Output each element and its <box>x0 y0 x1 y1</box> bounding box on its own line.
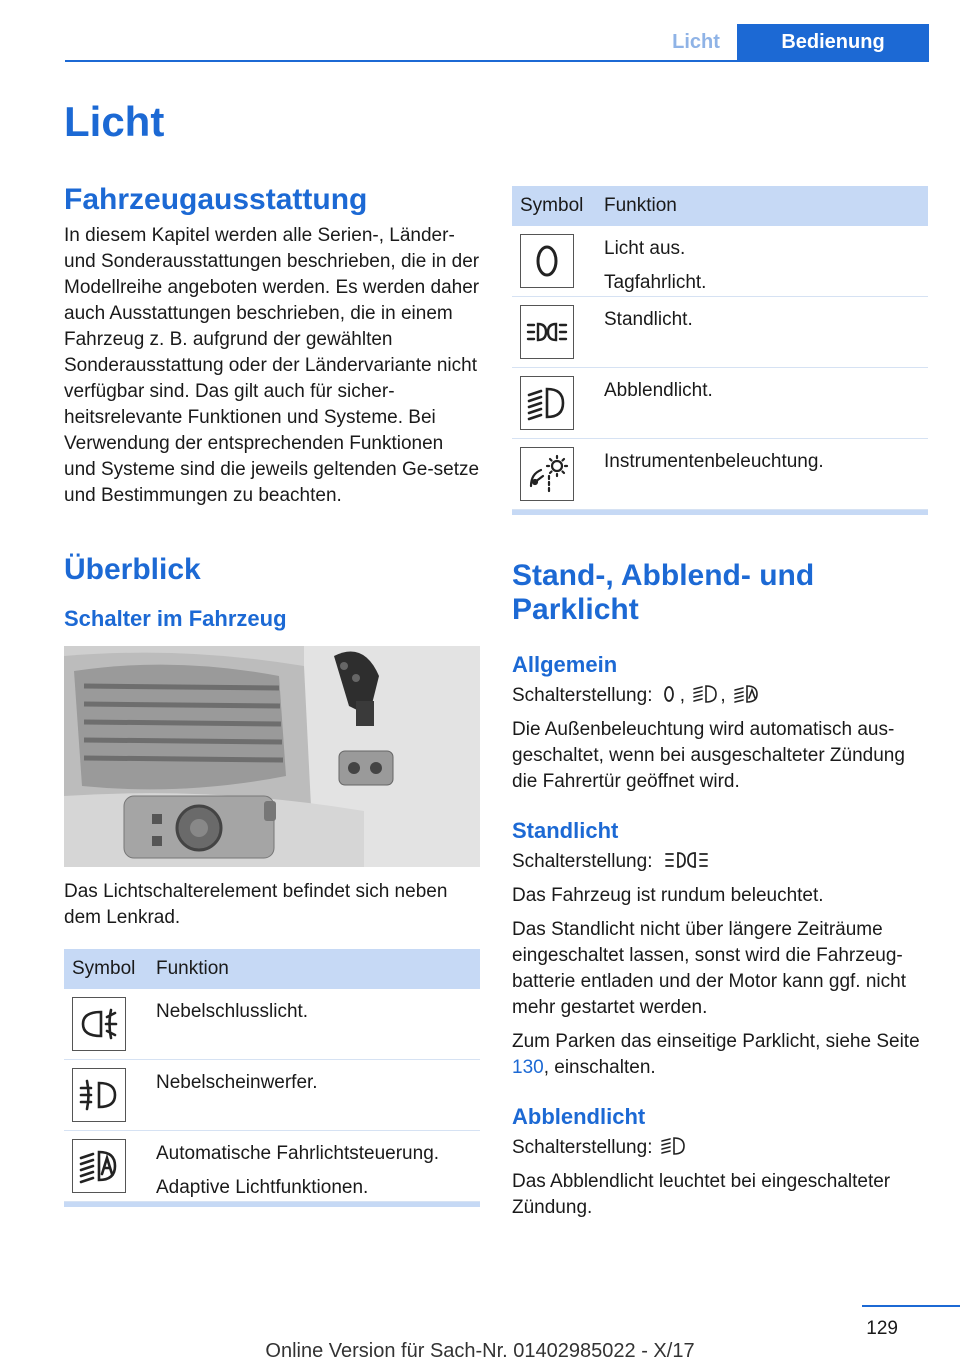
function-text: Abblendlicht. <box>604 380 713 401</box>
page-number-divider <box>862 1305 960 1307</box>
section-title-fahrzeugausstattung: Fahrzeugausstattung <box>64 183 368 216</box>
light-off-zero-icon <box>520 234 574 288</box>
subsection-title-schalter: Schalter im Fahrzeug <box>64 606 287 631</box>
table-row <box>64 989 480 1060</box>
table-header-function: Funktion <box>604 186 928 226</box>
right-column <box>512 186 928 1221</box>
standlicht-text-1: Das Fahrzeug ist rundum beleuchtet. <box>512 885 824 906</box>
section-title-stand-abblend-parklicht: Stand-, Abblend- und Parklicht <box>512 559 815 626</box>
subsection-title-allgemein: Allgemein <box>512 652 618 677</box>
table-header-function: Funktion <box>156 949 480 989</box>
page-reference-link[interactable]: 130 <box>512 1057 544 1078</box>
table-row <box>64 1060 480 1131</box>
allgemein-switch-positions: Schalterstellung: , , <box>512 683 928 709</box>
low-beam-icon <box>660 1135 686 1157</box>
switch-position-label: Schalterstellung: <box>512 851 653 872</box>
function-text: Nebelscheinwerfer. <box>156 1072 318 1093</box>
header-chapter-tab[interactable]: Bedienung <box>737 24 929 62</box>
function-text: Automatische Fahrlichtsteuerung. <box>156 1143 440 1164</box>
symbol-table-right <box>512 186 928 510</box>
function-text: Nebelschlusslicht. <box>156 1001 309 1022</box>
parking-light-icon <box>660 849 712 871</box>
section-title-ueberblick: Überblick <box>64 553 201 586</box>
fog-front-light-icon <box>72 1068 126 1122</box>
switch-position-label: Schalterstellung: <box>512 1137 653 1158</box>
function-text: Tagfahrlicht. <box>604 272 707 293</box>
fahrzeugausstattung-text: In diesem Kapitel werden alle Serien-, Länder- und Sonderausstattungen beschrieben, die in der Modellreihe angeboten werden. Es werden daher auch Ausstattungen beschrieben, die in einem Fahrzeug z. B. aufgrund der gewählten Sonderausstattung oder der Ländervariante nicht verfügbar sind. Das gilt auch für sicher‐heitsrelevante Funktionen und Systeme. Bei Verwendung der entsprechenden Funktionen und Systeme sind die jeweils geltenden Ge‐setze und Bestimmungen zu beachten. <box>64 225 480 506</box>
standlicht-switch-position <box>512 849 928 875</box>
light-switch-photo <box>64 646 480 867</box>
low-beam-icon <box>520 376 574 430</box>
subsection-title-standlicht: Standlicht <box>512 818 619 843</box>
fog-rear-light-icon <box>72 997 126 1051</box>
function-text: Standlicht. <box>604 309 693 330</box>
table-row <box>64 1131 480 1202</box>
chapter-title: Licht <box>64 98 165 145</box>
table-row <box>512 226 928 297</box>
function-text: Adaptive Lichtfunktionen. <box>156 1177 369 1198</box>
standlicht-text-3: Zum Parken das einseitige Parklicht, siehe Seite 130, einschalten. <box>512 1031 920 1078</box>
abblendlicht-text: Das Abblendlicht leuchtet bei eingeschalteter Zündung. <box>512 1171 891 1218</box>
online-version-footer: Online Version für Sach-Nr. 01402985022 - X/17 <box>265 1340 695 1362</box>
automatic-headlight-icon <box>733 683 759 705</box>
left-column <box>64 95 480 1207</box>
low-beam-icon <box>692 683 718 705</box>
table-row <box>512 297 928 368</box>
header-divider <box>65 60 929 62</box>
standlicht-text-2: Das Standlicht nicht über längere Zeiträume eingeschaltet lassen, sonst wird die Fahrzeug‐batterie entladen und der Motor kann ggf. nicht mehr gestartet werden. <box>512 919 906 1018</box>
subsection-title-abblendlicht: Abblendlicht <box>512 1104 646 1129</box>
abblendlicht-switch-position <box>512 1135 928 1161</box>
table-end-bar <box>64 1202 480 1207</box>
header-section-label[interactable]: Licht <box>672 31 720 53</box>
table-row <box>512 439 928 510</box>
table-header-symbol: Symbol <box>64 949 156 989</box>
automatic-headlight-icon <box>72 1139 126 1193</box>
switch-position-label: Schalterstellung: <box>512 685 653 706</box>
symbol-table-left <box>64 949 480 1202</box>
photo-caption: Das Lichtschalterelement befindet sich neben dem Lenkrad. <box>64 881 448 928</box>
table-end-bar <box>512 510 928 515</box>
function-text: Instrumentenbeleuchtung. <box>604 451 824 472</box>
page-number: 129 <box>866 1318 898 1339</box>
light-off-zero-icon <box>660 683 678 705</box>
table-header-symbol: Symbol <box>512 186 604 226</box>
function-text: Licht aus. <box>604 238 686 259</box>
allgemein-text: Die Außenbeleuchtung wird automatisch aus‐geschaltet, wenn bei ausgeschalteter Zündung die Fahrertür geöffnet wird. <box>512 719 905 792</box>
instrument-lighting-icon <box>520 447 574 501</box>
table-row <box>512 368 928 439</box>
parking-light-icon <box>520 305 574 359</box>
